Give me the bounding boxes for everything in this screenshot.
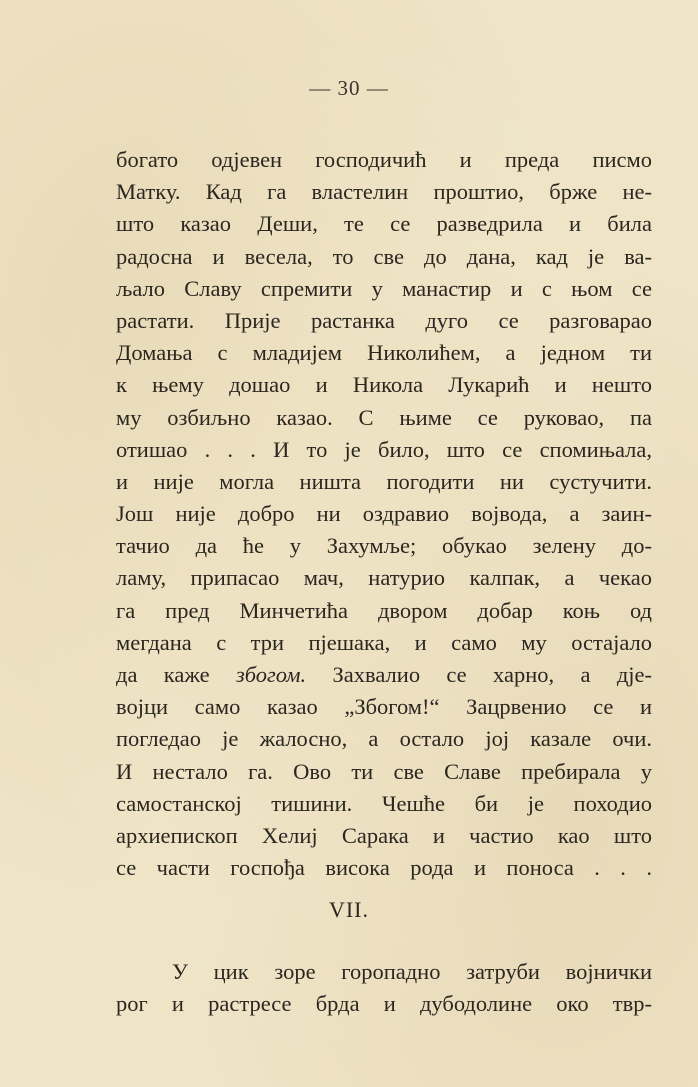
text-fragment: да каже: [116, 662, 210, 687]
text-line: радосна и весела, то све до дана, кад је ва-: [116, 243, 652, 269]
section-heading: VII.: [328, 897, 370, 922]
text-line: И нестало га. Ово ти све Славе пребирала у: [116, 758, 652, 784]
text-line: погледао је жалосно, а остало јој казале очи.: [116, 726, 652, 752]
text-line: и није могла ништа погодити ни сустучити.: [116, 468, 652, 494]
text-line: војци само казао „Збогом!“ Зацрвенио се и: [116, 694, 652, 720]
text-line: га пред Минчетића двором добар коњ од: [116, 597, 652, 623]
text-line: отишао . . . И то је било, што се спомињала,: [116, 436, 652, 462]
text-fragment: Захвалио се харно, а дје-: [332, 662, 652, 687]
text-line: се части госпођа висока рода и поноса . . .: [116, 855, 652, 881]
text-line: тачио да ће у Захумље; обукао зелену до-: [116, 533, 652, 559]
text-line: богато одјевен господичић и преда писмо: [116, 147, 652, 172]
paragraph-2: [116, 956, 652, 1020]
text-line: растати. Прије растанка дуго се разговарао: [116, 307, 652, 333]
text-line: мегдана с три пјешака, и само му остајало: [116, 629, 652, 655]
paragraph-1: [116, 144, 652, 884]
text-line: Матку. Кад га властелин проштио, брже не-: [116, 179, 652, 205]
text-line: му озбиљно казао. С њиме се руковао, па: [116, 404, 652, 430]
text-line: ламу, припасао мач, натурио калпак, а чекао: [116, 565, 652, 591]
text-line: љало Славу спремити у манастир и с њом се: [116, 275, 652, 301]
text-line: к њему дошао и Никола Лукарић и нешто: [116, 372, 652, 398]
text-line: самостанској тишини. Чешће би је походио: [116, 790, 652, 816]
text-line: Још није добро ни оздравио војвода, а заин-: [116, 501, 652, 527]
text-line: што казао Деши, те се разведрила и била: [116, 211, 652, 237]
text-line: рог и растресе брда и дубодолине око твр-: [116, 991, 652, 1017]
text-line: архиепископ Хелиј Сарака и частио као што: [116, 822, 652, 848]
page-number: — 30 —: [309, 76, 389, 100]
text-line-with-italic: [116, 659, 652, 691]
italic-word: збогом.: [235, 662, 307, 687]
text-line: У цик зоре горопадно затруби војнички: [172, 959, 652, 984]
text-line: Домања с младијем Николићем, а једном ти: [116, 340, 652, 366]
